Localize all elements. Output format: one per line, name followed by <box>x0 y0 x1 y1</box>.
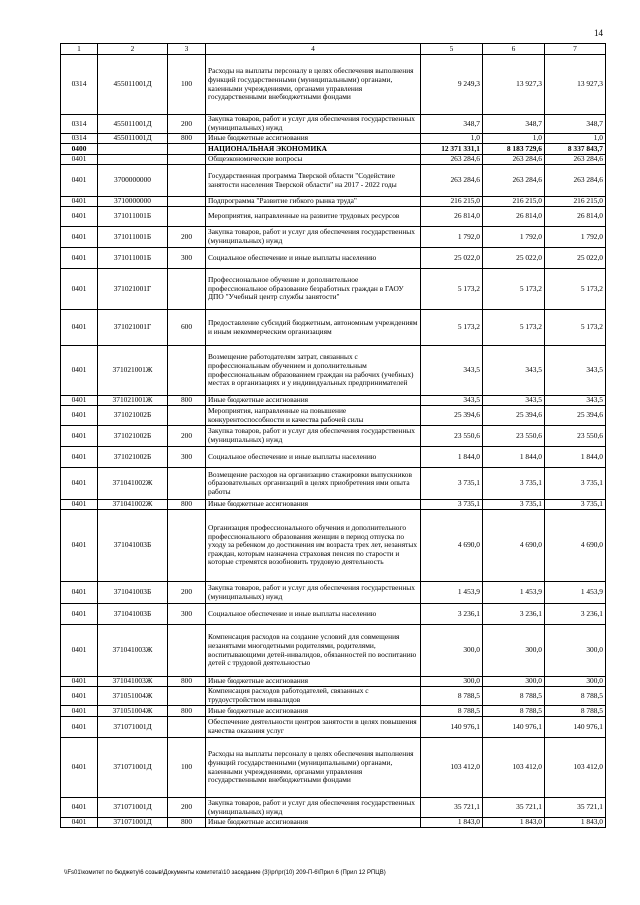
header-cell: 4 <box>206 44 421 55</box>
target-article-cell: 371071001Д <box>98 798 168 818</box>
target-article-cell: 371041003Ж <box>98 677 168 687</box>
expense-type-cell: 800 <box>168 818 206 828</box>
amount-year2-cell: 140 976,1 <box>483 717 545 738</box>
amount-year3-cell: 3 735,1 <box>545 468 606 500</box>
expense-type-cell: 200 <box>168 582 206 604</box>
description-cell: НАЦИОНАЛЬНАЯ ЭКОНОМИКА <box>206 144 421 155</box>
description-cell: Профессиональное обучение и дополнительное профессиональное образование безработных граждан в ГАОУ ДПО "Учебный центр службы занятости" <box>206 269 421 310</box>
description-cell: Мероприятия, направленные на развитие трудовых ресурсов <box>206 207 421 227</box>
amount-year1-cell: 263 284,6 <box>421 165 483 197</box>
table-row <box>61 346 606 396</box>
amount-year1-cell: 343,5 <box>421 346 483 396</box>
expense-type-cell: 300 <box>168 604 206 625</box>
section-code-cell: 0401 <box>61 625 98 677</box>
amount-year2-cell: 8 788,5 <box>483 706 545 717</box>
expense-type-cell: 800 <box>168 134 206 144</box>
footer-file-path: \\Fs01\комитет по бюджету\6 созыв\Документы комитета\10 заседание (3)\pr\pr(10) 209-П-6\Прил 6 (Прил 12 РПЦВ) <box>64 870 386 876</box>
expense-type-cell: 300 <box>168 248 206 269</box>
amount-year2-cell: 3 735,1 <box>483 500 545 510</box>
target-article-cell: 371021001Г <box>98 310 168 346</box>
header-cell: 2 <box>98 44 168 55</box>
expense-type-cell <box>168 269 206 310</box>
amount-year1-cell: 25 022,0 <box>421 248 483 269</box>
expense-type-cell: 200 <box>168 426 206 447</box>
target-article-cell: 455011001Д <box>98 134 168 144</box>
target-article-cell: 371041003Ж <box>98 625 168 677</box>
amount-year3-cell: 4 690,0 <box>545 510 606 582</box>
section-code-cell: 0401 <box>61 447 98 468</box>
amount-year3-cell: 348,7 <box>545 115 606 134</box>
budget-table <box>60 43 606 828</box>
table-row <box>61 625 606 677</box>
amount-year2-cell: 343,5 <box>483 346 545 396</box>
description-cell: Компенсация расходов на создание условий для совмещения незанятыми многодетными родителями, родителями, воспитывающими детей-инвалидов, обязанностей по воспитанию детей с трудовой деятельностью <box>206 625 421 677</box>
amount-year3-cell: 300,0 <box>545 625 606 677</box>
table-row <box>61 134 606 144</box>
amount-year1-cell: 5 173,2 <box>421 310 483 346</box>
amount-year3-cell: 13 927,3 <box>545 55 606 115</box>
amount-year2-cell: 300,0 <box>483 677 545 687</box>
description-cell: Мероприятия, направленные на повышение конкурентоспособности и качества рабочей силы <box>206 406 421 426</box>
description-cell: Закупка товаров, работ и услуг для обеспечения государственных (муниципальных) нужд <box>206 227 421 248</box>
target-article-cell: 371021002Б <box>98 426 168 447</box>
amount-year2-cell: 1 792,0 <box>483 227 545 248</box>
target-article-cell: 371071001Д <box>98 717 168 738</box>
expense-type-cell: 200 <box>168 798 206 818</box>
amount-year2-cell: 3 735,1 <box>483 468 545 500</box>
target-article-cell: 371041002Ж <box>98 500 168 510</box>
expense-type-cell <box>168 165 206 197</box>
amount-year1-cell: 8 788,5 <box>421 706 483 717</box>
description-cell: Возмещение расходов на организацию стажировки выпускников образовательных организаций в целях приобретения ими опыта работы <box>206 468 421 500</box>
amount-year2-cell: 103 412,0 <box>483 738 545 798</box>
section-code-cell: 0401 <box>61 248 98 269</box>
description-cell: Социальное обеспечение и иные выплаты населению <box>206 447 421 468</box>
target-article-cell: 371011001Б <box>98 248 168 269</box>
section-code-cell: 0401 <box>61 677 98 687</box>
amount-year1-cell: 5 173,2 <box>421 269 483 310</box>
section-code-cell: 0401 <box>61 818 98 828</box>
amount-year2-cell: 25 022,0 <box>483 248 545 269</box>
section-code-cell: 0401 <box>61 738 98 798</box>
description-cell: Иные бюджетные ассигнования <box>206 706 421 717</box>
table-row <box>61 207 606 227</box>
amount-year3-cell: 343,5 <box>545 346 606 396</box>
section-code-cell: 0401 <box>61 310 98 346</box>
amount-year2-cell: 1 453,9 <box>483 582 545 604</box>
table-row <box>61 818 606 828</box>
expense-type-cell: 800 <box>168 706 206 717</box>
section-code-cell: 0401 <box>61 500 98 510</box>
header-row <box>61 44 606 55</box>
section-code-cell: 0401 <box>61 604 98 625</box>
description-cell: Общеэкономические вопросы <box>206 155 421 165</box>
table-row <box>61 687 606 706</box>
target-article-cell: 3710000000 <box>98 197 168 207</box>
amount-year1-cell: 140 976,1 <box>421 717 483 738</box>
amount-year1-cell: 263 284,6 <box>421 155 483 165</box>
description-cell: Предоставление субсидий бюджетным, автономным учреждениям и иным некоммерческим организациям <box>206 310 421 346</box>
table-row <box>61 406 606 426</box>
table-row <box>61 396 606 406</box>
section-code-cell: 0401 <box>61 346 98 396</box>
section-code-cell: 0401 <box>61 155 98 165</box>
amount-year3-cell: 3 735,1 <box>545 500 606 510</box>
description-cell: Иные бюджетные ассигнования <box>206 818 421 828</box>
target-article-cell: 371051004Ж <box>98 706 168 717</box>
amount-year3-cell: 5 173,2 <box>545 310 606 346</box>
amount-year3-cell: 23 550,6 <box>545 426 606 447</box>
amount-year3-cell: 8 788,5 <box>545 706 606 717</box>
amount-year1-cell: 1 844,0 <box>421 447 483 468</box>
table-row <box>61 55 606 115</box>
header-cell: 7 <box>545 44 606 55</box>
target-article-cell: 455011001Д <box>98 55 168 115</box>
target-article-cell: 3700000000 <box>98 165 168 197</box>
table-row <box>61 706 606 717</box>
amount-year2-cell: 8 183 729,6 <box>483 144 545 155</box>
expense-type-cell <box>168 207 206 227</box>
target-article-cell: 371021001Г <box>98 269 168 310</box>
amount-year1-cell: 3 735,1 <box>421 500 483 510</box>
description-cell: Социальное обеспечение и иные выплаты населению <box>206 604 421 625</box>
table-row <box>61 798 606 818</box>
amount-year1-cell: 3 735,1 <box>421 468 483 500</box>
amount-year2-cell: 1 843,0 <box>483 818 545 828</box>
description-cell: Подпрограмма "Развитие гибкого рынка труда" <box>206 197 421 207</box>
section-code-cell: 0401 <box>61 426 98 447</box>
amount-year1-cell: 35 721,1 <box>421 798 483 818</box>
expense-type-cell <box>168 625 206 677</box>
table-row <box>61 468 606 500</box>
expense-type-cell <box>168 510 206 582</box>
amount-year3-cell: 263 284,6 <box>545 155 606 165</box>
amount-year1-cell: 1 792,0 <box>421 227 483 248</box>
table-row <box>61 155 606 165</box>
amount-year2-cell: 343,5 <box>483 396 545 406</box>
target-article-cell: 371011001Б <box>98 207 168 227</box>
expense-type-cell: 600 <box>168 310 206 346</box>
amount-year1-cell: 348,7 <box>421 115 483 134</box>
target-article-cell: 371041003Б <box>98 510 168 582</box>
amount-year1-cell: 1,0 <box>421 134 483 144</box>
amount-year3-cell: 8 337 843,7 <box>545 144 606 155</box>
target-article-cell: 371041003Б <box>98 604 168 625</box>
table-row <box>61 310 606 346</box>
table-row <box>61 447 606 468</box>
table-row <box>61 717 606 738</box>
expense-type-cell <box>168 468 206 500</box>
target-article-cell: 455011001Д <box>98 115 168 134</box>
section-code-cell: 0314 <box>61 134 98 144</box>
description-cell: Закупка товаров, работ и услуг для обеспечения государственных (муниципальных) нужд <box>206 582 421 604</box>
table-row <box>61 269 606 310</box>
description-cell: Обеспечение деятельности центров занятости в целях повышения качества оказания услуг <box>206 717 421 738</box>
amount-year3-cell: 300,0 <box>545 677 606 687</box>
amount-year1-cell: 103 412,0 <box>421 738 483 798</box>
section-code-cell: 0401 <box>61 207 98 227</box>
amount-year1-cell: 9 249,3 <box>421 55 483 115</box>
target-article-cell: 371041003Б <box>98 582 168 604</box>
amount-year3-cell: 343,5 <box>545 396 606 406</box>
amount-year1-cell: 343,5 <box>421 396 483 406</box>
amount-year1-cell: 8 788,5 <box>421 687 483 706</box>
amount-year2-cell: 263 284,6 <box>483 165 545 197</box>
table-row <box>61 144 606 155</box>
target-article-cell: 371021002Б <box>98 447 168 468</box>
target-article-cell <box>98 144 168 155</box>
amount-year1-cell: 23 550,6 <box>421 426 483 447</box>
section-code-cell: 0401 <box>61 269 98 310</box>
amount-year2-cell: 5 173,2 <box>483 269 545 310</box>
section-code-cell: 0401 <box>61 798 98 818</box>
amount-year1-cell: 1 453,9 <box>421 582 483 604</box>
section-code-cell: 0401 <box>61 706 98 717</box>
page-number: 14 <box>594 28 603 38</box>
amount-year2-cell: 300,0 <box>483 625 545 677</box>
table-row <box>61 677 606 687</box>
amount-year1-cell: 25 394,6 <box>421 406 483 426</box>
description-cell: Иные бюджетные ассигнования <box>206 134 421 144</box>
description-cell: Расходы на выплаты персоналу в целях обеспечения выполнения функций государственными (муниципальными) органами, казенными учреждениями, органами управления государственными внебюджетными фондами <box>206 738 421 798</box>
expense-type-cell: 800 <box>168 500 206 510</box>
description-cell: Социальное обеспечение и иные выплаты населению <box>206 248 421 269</box>
target-article-cell: 371041002Ж <box>98 468 168 500</box>
amount-year3-cell: 1,0 <box>545 134 606 144</box>
amount-year1-cell: 1 843,0 <box>421 818 483 828</box>
amount-year3-cell: 1 453,9 <box>545 582 606 604</box>
table-row <box>61 227 606 248</box>
amount-year1-cell: 3 236,1 <box>421 604 483 625</box>
amount-year1-cell: 300,0 <box>421 677 483 687</box>
section-code-cell: 0401 <box>61 717 98 738</box>
target-article-cell: 371011001Б <box>98 227 168 248</box>
expense-type-cell <box>168 197 206 207</box>
header-cell: 3 <box>168 44 206 55</box>
table-row <box>61 510 606 582</box>
amount-year3-cell: 25 022,0 <box>545 248 606 269</box>
target-article-cell <box>98 155 168 165</box>
header-cell: 1 <box>61 44 98 55</box>
amount-year2-cell: 26 814,0 <box>483 207 545 227</box>
expense-type-cell: 200 <box>168 227 206 248</box>
description-cell: Возмещение работодателям затрат, связанных с профессиональным обучением и дополнительным профессиональным образованием граждан на рабочих (учебных) местах в организациях и у индивидуальных предпринимателей <box>206 346 421 396</box>
amount-year3-cell: 263 284,6 <box>545 165 606 197</box>
target-article-cell: 371071001Д <box>98 738 168 798</box>
amount-year1-cell: 12 371 331,1 <box>421 144 483 155</box>
amount-year2-cell: 4 690,0 <box>483 510 545 582</box>
description-cell: Компенсация расходов работодателей, связанных с трудоустройством инвалидов <box>206 687 421 706</box>
amount-year1-cell: 216 215,0 <box>421 197 483 207</box>
amount-year3-cell: 216 215,0 <box>545 197 606 207</box>
amount-year2-cell: 8 788,5 <box>483 687 545 706</box>
amount-year3-cell: 140 976,1 <box>545 717 606 738</box>
expense-type-cell <box>168 144 206 155</box>
amount-year2-cell: 3 236,1 <box>483 604 545 625</box>
amount-year3-cell: 8 788,5 <box>545 687 606 706</box>
amount-year3-cell: 1 844,0 <box>545 447 606 468</box>
description-cell: Иные бюджетные ассигнования <box>206 500 421 510</box>
amount-year3-cell: 103 412,0 <box>545 738 606 798</box>
amount-year1-cell: 4 690,0 <box>421 510 483 582</box>
header-cell: 6 <box>483 44 545 55</box>
expense-type-cell <box>168 155 206 165</box>
header-cell: 5 <box>421 44 483 55</box>
expense-type-cell <box>168 406 206 426</box>
expense-type-cell: 800 <box>168 677 206 687</box>
section-code-cell: 0401 <box>61 687 98 706</box>
section-code-cell: 0401 <box>61 406 98 426</box>
table-row <box>61 604 606 625</box>
amount-year2-cell: 35 721,1 <box>483 798 545 818</box>
target-article-cell: 371051004Ж <box>98 687 168 706</box>
amount-year2-cell: 5 173,2 <box>483 310 545 346</box>
target-article-cell: 371021001Ж <box>98 396 168 406</box>
table-row <box>61 248 606 269</box>
section-code-cell: 0401 <box>61 197 98 207</box>
expense-type-cell <box>168 346 206 396</box>
section-code-cell: 0401 <box>61 165 98 197</box>
description-cell: Государственная программа Тверской области "Содействие занятости населения Тверской области" на 2017 - 2022 годы <box>206 165 421 197</box>
table-row <box>61 197 606 207</box>
section-code-cell: 0400 <box>61 144 98 155</box>
amount-year1-cell: 26 814,0 <box>421 207 483 227</box>
amount-year3-cell: 1 792,0 <box>545 227 606 248</box>
section-code-cell: 0401 <box>61 227 98 248</box>
amount-year3-cell: 25 394,6 <box>545 406 606 426</box>
amount-year2-cell: 1,0 <box>483 134 545 144</box>
amount-year3-cell: 5 173,2 <box>545 269 606 310</box>
amount-year1-cell: 300,0 <box>421 625 483 677</box>
expense-type-cell <box>168 717 206 738</box>
amount-year3-cell: 35 721,1 <box>545 798 606 818</box>
table-row <box>61 582 606 604</box>
section-code-cell: 0314 <box>61 55 98 115</box>
description-cell: Закупка товаров, работ и услуг для обеспечения государственных (муниципальных) нужд <box>206 115 421 134</box>
table-row <box>61 115 606 134</box>
amount-year2-cell: 1 844,0 <box>483 447 545 468</box>
target-article-cell: 371021001Ж <box>98 346 168 396</box>
description-cell: Иные бюджетные ассигнования <box>206 396 421 406</box>
section-code-cell: 0401 <box>61 582 98 604</box>
section-code-cell: 0401 <box>61 468 98 500</box>
expense-type-cell: 300 <box>168 447 206 468</box>
target-article-cell: 371071001Д <box>98 818 168 828</box>
description-cell: Иные бюджетные ассигнования <box>206 677 421 687</box>
amount-year2-cell: 348,7 <box>483 115 545 134</box>
description-cell: Закупка товаров, работ и услуг для обеспечения государственных (муниципальных) нужд <box>206 798 421 818</box>
amount-year2-cell: 23 550,6 <box>483 426 545 447</box>
expense-type-cell: 200 <box>168 115 206 134</box>
description-cell: Организация профессионального обучения и дополнительного профессионального образования женщин в период отпуска по уходу за ребенком до достижения им возраста трех лет, незанятых граждан, которым назначена страховая пенсия по старости и которые стремятся возобновить трудовую деятельность <box>206 510 421 582</box>
target-article-cell: 371021002Б <box>98 406 168 426</box>
amount-year2-cell: 25 394,6 <box>483 406 545 426</box>
description-cell: Закупка товаров, работ и услуг для обеспечения государственных (муниципальных) нужд <box>206 426 421 447</box>
section-code-cell: 0401 <box>61 510 98 582</box>
section-code-cell: 0314 <box>61 115 98 134</box>
table-row <box>61 500 606 510</box>
section-code-cell: 0401 <box>61 396 98 406</box>
table-row <box>61 426 606 447</box>
amount-year2-cell: 13 927,3 <box>483 55 545 115</box>
expense-type-cell: 100 <box>168 55 206 115</box>
amount-year2-cell: 263 284,6 <box>483 155 545 165</box>
expense-type-cell: 800 <box>168 396 206 406</box>
amount-year2-cell: 216 215,0 <box>483 197 545 207</box>
amount-year3-cell: 3 236,1 <box>545 604 606 625</box>
description-cell: Расходы на выплаты персоналу в целях обеспечения выполнения функций государственными (муниципальными) органами, казенными учреждениями, органами управления государственными внебюджетными фондами <box>206 55 421 115</box>
amount-year3-cell: 1 843,0 <box>545 818 606 828</box>
expense-type-cell: 100 <box>168 738 206 798</box>
table-row <box>61 165 606 197</box>
amount-year3-cell: 26 814,0 <box>545 207 606 227</box>
expense-type-cell <box>168 687 206 706</box>
table-row <box>61 738 606 798</box>
